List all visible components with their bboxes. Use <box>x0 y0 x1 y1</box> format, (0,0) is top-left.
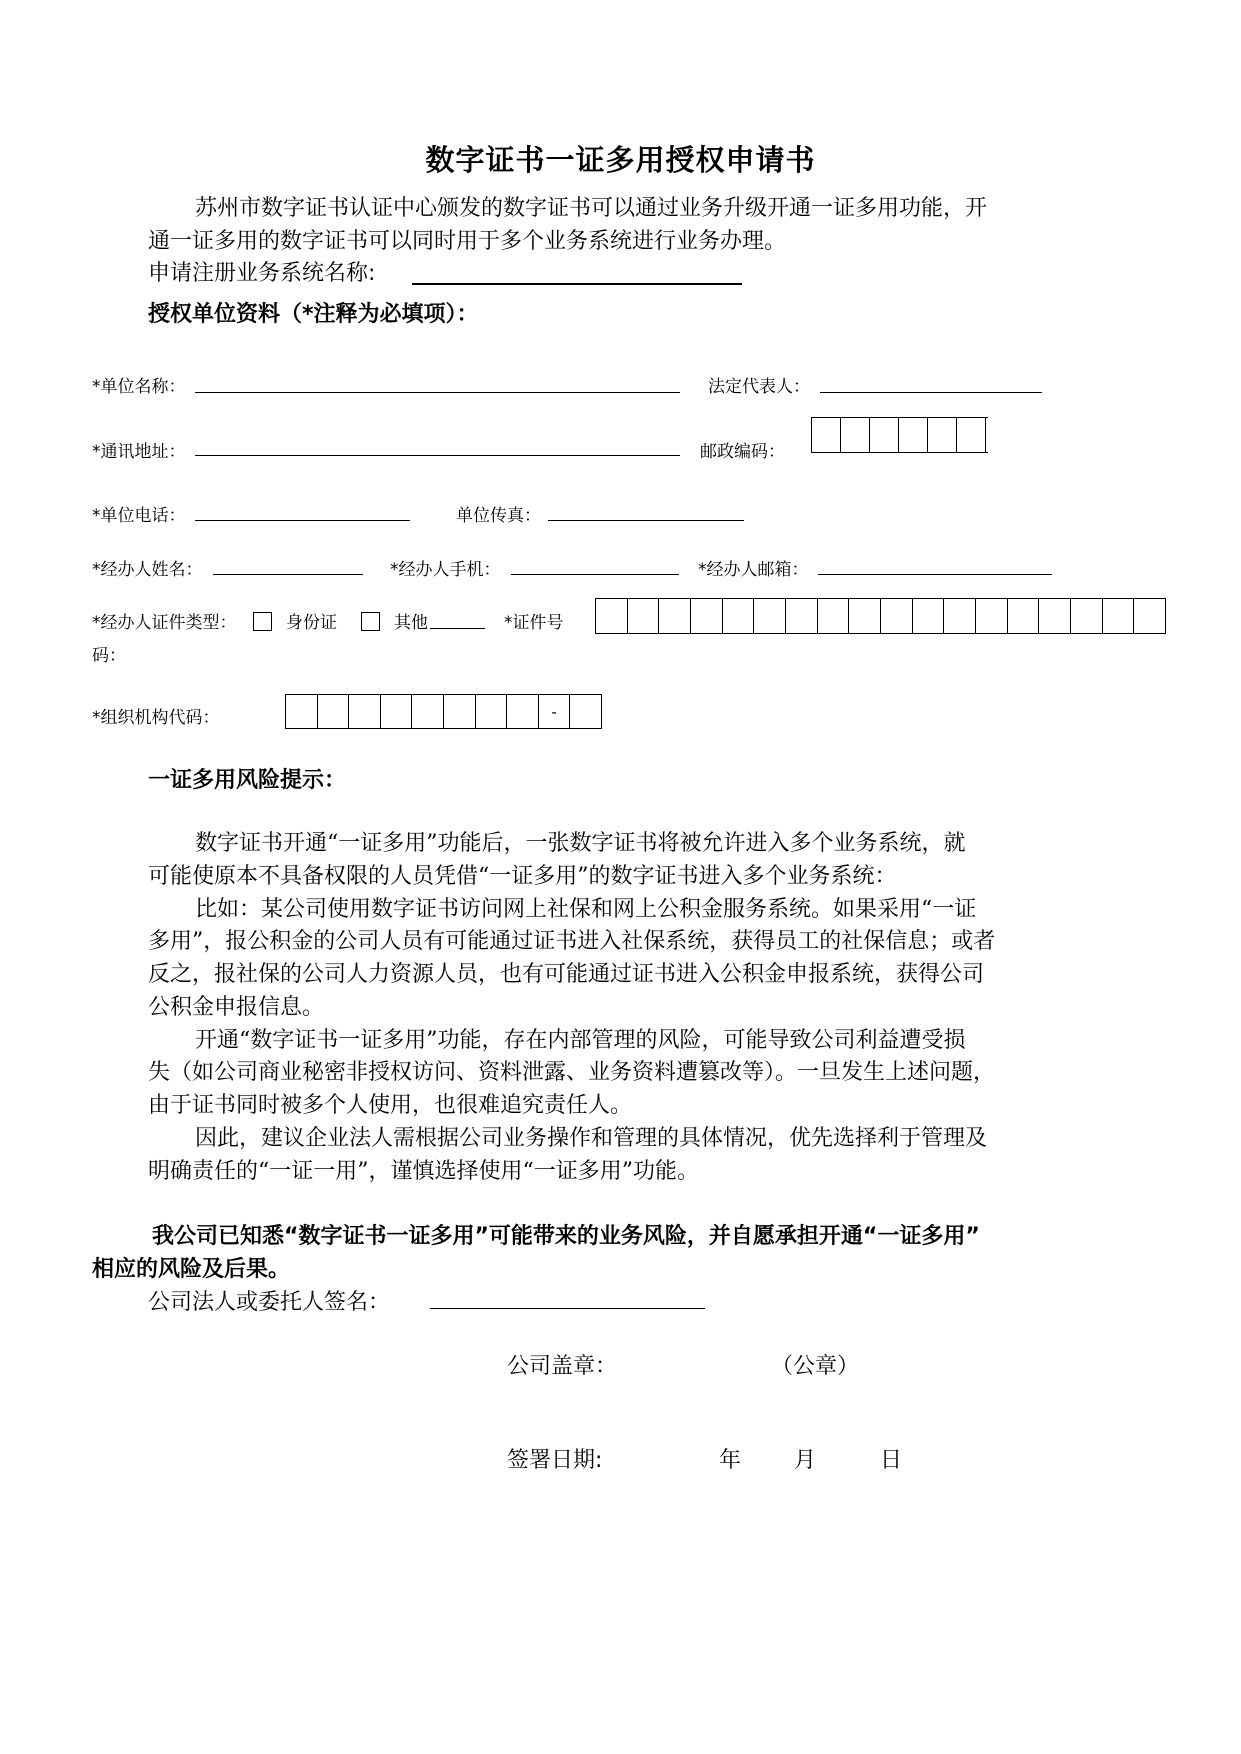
id-number-box[interactable] <box>628 599 660 633</box>
id-number-box[interactable] <box>976 599 1008 633</box>
idcard-checkbox[interactable] <box>253 612 272 631</box>
unit-name-field[interactable] <box>195 392 680 393</box>
id-number-box[interactable] <box>1039 599 1071 633</box>
risk-heading: 一证多用风险提示： <box>148 768 347 793</box>
id-number-box[interactable] <box>596 599 628 633</box>
risk-line: 公积金申报信息。 <box>148 995 325 1020</box>
org-code-label: *组织机构代码： <box>92 708 220 728</box>
id-number-box[interactable] <box>1071 599 1103 633</box>
risk-line: 反之，报社保的公司人力资源人员，也有可能通过证书进入公积金申报系统，获得公司 <box>148 962 985 987</box>
id-number-box[interactable] <box>944 599 976 633</box>
org-code-box[interactable] <box>349 695 381 728</box>
address-field[interactable] <box>195 455 680 456</box>
other-checkbox[interactable] <box>361 612 380 631</box>
org-code-boxes[interactable] <box>285 694 602 729</box>
postcode-label: 邮政编码： <box>700 442 785 462</box>
risk-line: 多用”，报公积金的公司人员有可能通过证书进入社保系统，获得员工的社保信息；或者 <box>148 929 996 954</box>
address-label: *通讯地址： <box>92 442 186 462</box>
id-number-box[interactable] <box>849 599 881 633</box>
id-number-box[interactable] <box>754 599 786 633</box>
postcode-box[interactable] <box>899 418 928 452</box>
postcode-box[interactable] <box>812 418 841 452</box>
agent-name-field[interactable] <box>213 574 363 575</box>
id-number-box[interactable] <box>723 599 755 633</box>
org-code-box[interactable] <box>476 695 508 728</box>
signature-label: 公司法人或委托人签名： <box>148 1290 391 1315</box>
postcode-box[interactable] <box>841 418 870 452</box>
id-number-box[interactable] <box>786 599 818 633</box>
org-code-dash: - <box>539 695 571 728</box>
id-number-box[interactable] <box>1134 599 1166 633</box>
org-code-box[interactable] <box>381 695 413 728</box>
id-number-label-cont: 码： <box>92 646 126 666</box>
risk-line: 比如：某公司使用数字证书访问网上社保和网上公积金服务系统。如果采用“一证 <box>195 897 977 922</box>
date-label: 签署日期: <box>507 1448 603 1473</box>
system-name-label: 申请注册业务系统名称: <box>148 261 376 286</box>
org-code-box[interactable] <box>318 695 350 728</box>
declaration-line-2: 相应的风险及后果。 <box>92 1257 291 1282</box>
org-code-box[interactable] <box>444 695 476 728</box>
declaration-line-1: 我公司已知悉“数字证书一证多用”可能带来的业务风险，并自愿承担开通“一证多用” <box>152 1224 980 1249</box>
id-option-other[interactable] <box>361 608 428 633</box>
risk-line: 因此，建议企业法人需根据公司业务操作和管理的具体情况，优先选择利于管理及 <box>195 1126 988 1151</box>
agent-mobile-label: *经办人手机： <box>390 560 501 580</box>
postcode-box[interactable] <box>928 418 957 452</box>
postcode-box[interactable] <box>870 418 899 452</box>
id-option-idcard[interactable] <box>253 608 337 633</box>
intro-line-1: 苏州市数字证书认证中心颁发的数字证书可以通过业务升级开通一证多用功能，开 <box>195 196 988 221</box>
phone-label: *单位电话： <box>92 506 186 526</box>
id-number-box[interactable] <box>659 599 691 633</box>
org-code-box[interactable] <box>570 695 602 728</box>
risk-line: 数字证书开通“一证多用”功能后，一张数字证书将被允许进入多个业务系统，就 <box>195 831 966 856</box>
agent-email-label: *经办人邮箱： <box>698 560 809 580</box>
legal-rep-label: 法定代表人： <box>708 377 810 397</box>
id-number-boxes[interactable] <box>595 598 1166 634</box>
date-day: 日 <box>880 1448 903 1473</box>
seal-note: （公章） <box>771 1354 860 1379</box>
agent-mobile-field[interactable] <box>511 574 679 575</box>
agent-name-label: *经办人姓名： <box>92 560 203 580</box>
id-type-label: *经办人证件类型： <box>92 613 237 633</box>
document-title: 数字证书一证多用授权申请书 <box>425 143 816 177</box>
date-year: 年 <box>719 1448 742 1473</box>
postcode-boxes[interactable] <box>811 417 988 453</box>
agent-email-field[interactable] <box>818 574 1052 575</box>
id-number-label: *证件号 <box>504 613 564 633</box>
postcode-box[interactable] <box>957 418 986 452</box>
signature-field[interactable] <box>430 1308 705 1309</box>
seal-label: 公司盖章： <box>507 1354 618 1379</box>
id-number-box[interactable] <box>691 599 723 633</box>
org-code-box[interactable] <box>412 695 444 728</box>
risk-line: 明确责任的“一证一用”，谨慎选择使用“一证多用”功能。 <box>148 1159 699 1184</box>
id-number-box[interactable] <box>818 599 850 633</box>
risk-line: 由于证书同时被多个人使用，也很难追究责任人。 <box>148 1093 633 1118</box>
unit-name-label: *单位名称： <box>92 377 186 397</box>
risk-line: 开通“数字证书一证多用”功能，存在内部管理的风险，可能导致公司利益遭受损 <box>195 1028 966 1053</box>
other-option-label: 其他 <box>394 613 428 633</box>
intro-line-2: 通一证多用的数字证书可以同时用于多个业务系统进行业务办理。 <box>148 229 787 254</box>
fax-field[interactable] <box>548 520 744 521</box>
legal-rep-field[interactable] <box>820 392 1042 393</box>
org-code-box[interactable] <box>507 695 539 728</box>
risk-line: 失（如公司商业秘密非授权访问、资料泄露、业务资料遭篡改等）。一旦发生上述问题， <box>148 1060 996 1085</box>
section-heading: 授权单位资料（*注释为必填项）： <box>148 302 479 327</box>
system-name-field[interactable] <box>412 283 742 285</box>
id-number-box[interactable] <box>881 599 913 633</box>
date-month: 月 <box>794 1448 817 1473</box>
risk-line: 可能使原本不具备权限的人员凭借“一证多用”的数字证书进入多个业务系统： <box>148 864 897 889</box>
id-number-box[interactable] <box>913 599 945 633</box>
idcard-option-label: 身份证 <box>286 613 337 633</box>
id-number-box[interactable] <box>1008 599 1040 633</box>
other-type-field[interactable] <box>430 628 485 629</box>
fax-label: 单位传真： <box>456 506 541 526</box>
phone-field[interactable] <box>195 520 410 521</box>
org-code-box[interactable] <box>286 695 318 728</box>
id-number-box[interactable] <box>1103 599 1135 633</box>
